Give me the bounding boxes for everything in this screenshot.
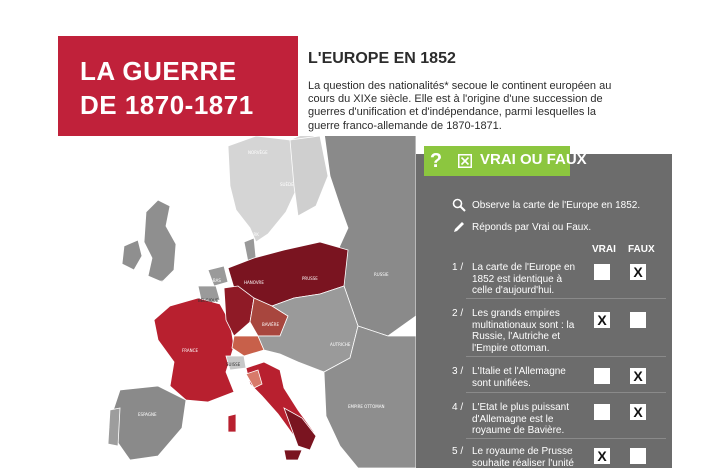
divider xyxy=(466,438,666,439)
question-text: Les grands empires multinationaux sont : la Russie, l'Autriche et l'Empire ottoman. xyxy=(472,308,575,354)
label-france: FRANCE xyxy=(182,348,198,353)
label-prusse: PRUSSE xyxy=(302,276,318,281)
answer-vrai-checkbox[interactable]: X xyxy=(594,312,610,328)
title-block xyxy=(58,36,298,136)
question-number: 4 / xyxy=(452,402,464,413)
intro-title: L'EUROPE EN 1852 xyxy=(308,50,456,67)
magnifier-icon xyxy=(452,198,466,212)
label-norvege: NORVÈGE xyxy=(248,150,268,155)
column-faux: FAUX xyxy=(628,244,655,255)
answer-faux-checkbox[interactable] xyxy=(630,448,646,464)
intro-box xyxy=(298,36,632,136)
instruction-answer: Réponds par Vrai ou Faux. xyxy=(472,222,592,233)
pencil-icon xyxy=(452,220,466,234)
divider xyxy=(466,356,666,357)
question-mark-icon: ? xyxy=(429,149,443,172)
answer-faux-checkbox[interactable]: X xyxy=(630,404,646,420)
label-russie: RUSSIE xyxy=(374,272,389,277)
title-line-2: DE 1870-1871 xyxy=(80,90,254,120)
answer-faux-checkbox[interactable]: X xyxy=(630,368,646,384)
column-vrai: VRAI xyxy=(592,244,616,255)
label-hanovre: HANOVRE xyxy=(244,280,264,285)
checkbox-x-icon xyxy=(458,154,472,168)
label-belgique: BELGIQUE xyxy=(198,298,219,303)
label-royaume-uni: ROYAUME-UNI xyxy=(144,280,173,285)
label-pays-bas: PAYS-BAS xyxy=(202,278,221,283)
vrai-ou-faux-header xyxy=(424,146,587,176)
label-danemark: DANEMARK xyxy=(236,232,259,237)
question-text: Le royaume de Prusse souhaite réaliser l'unité xyxy=(472,446,574,468)
label-portugal: PORTUGAL xyxy=(88,424,110,429)
divider xyxy=(466,298,666,299)
instruction-observe: Observe la carte de l'Europe en 1852. xyxy=(472,200,641,211)
label-autriche: AUTRICHE xyxy=(330,342,351,347)
question-number: 3 / xyxy=(452,366,464,377)
label-empire-ottoman: EMPIRE OTTOMAN xyxy=(348,404,385,409)
intro-text: La question des nationalités* secoue le continent européen au cours du XIXe siècle. Elle est à l'origine d'une succession de guerres d'unification et d'indépendance, parmi lesquelles la guerre franco-allemande de 1870-1871. xyxy=(308,80,612,132)
title-line-1: LA GUERRE xyxy=(80,56,237,86)
question-text: La carte de l'Europe en 1852 est identique à celle d'aujourd'hui. xyxy=(472,262,576,296)
answer-vrai-checkbox[interactable] xyxy=(594,368,610,384)
question-number: 1 / xyxy=(452,262,464,273)
answer-vrai-checkbox[interactable]: X xyxy=(594,448,610,464)
vrai-ou-faux-title: VRAI OU FAUX xyxy=(480,151,587,168)
answer-vrai-checkbox[interactable] xyxy=(594,404,610,420)
label-suede: SUÈDE xyxy=(280,182,294,187)
divider xyxy=(466,392,666,393)
label-suisse: SUISSE xyxy=(226,362,241,367)
answer-vrai-checkbox[interactable] xyxy=(594,264,610,280)
question-number: 2 / xyxy=(452,308,464,319)
label-baviere: BAVIÈRE xyxy=(262,322,279,327)
infographic xyxy=(58,36,672,468)
answer-faux-checkbox[interactable]: X xyxy=(630,264,646,280)
label-espagne: ESPAGNE xyxy=(138,412,157,417)
answer-faux-checkbox[interactable] xyxy=(630,312,646,328)
question-text: L'Etat le plus puissant d'Allemagne est le royaume de Bavière. xyxy=(472,402,569,436)
question-number: 5 / xyxy=(452,446,464,457)
question-text: L'Italie et l'Allemagne sont unifiées. xyxy=(472,366,566,389)
